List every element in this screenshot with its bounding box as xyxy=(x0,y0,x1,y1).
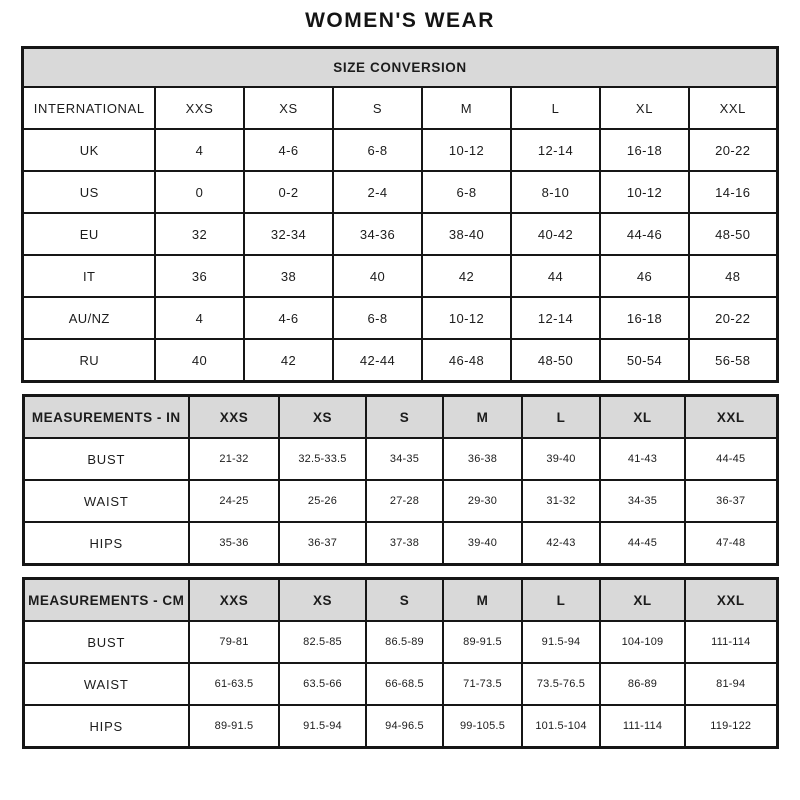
table-cell: 31-32 xyxy=(522,480,600,522)
table-cell: 6-8 xyxy=(422,171,511,213)
table-cell: 24-25 xyxy=(189,480,279,522)
column-header: L xyxy=(511,87,600,129)
table-row-it xyxy=(23,255,777,297)
table-cell: 63.5-66 xyxy=(279,663,366,705)
table-row-us xyxy=(23,171,777,213)
table-cell: 99-105.5 xyxy=(443,705,522,748)
table-cell: 25-26 xyxy=(279,480,366,522)
table-cell: 81-94 xyxy=(685,663,777,705)
table-cell: 42 xyxy=(244,339,333,382)
table-cell: 111-114 xyxy=(600,705,685,748)
column-header: S xyxy=(366,396,443,439)
table-cell: 86.5-89 xyxy=(366,621,443,663)
table-cell: 32 xyxy=(155,213,244,255)
table-cell: 36-37 xyxy=(279,522,366,565)
table-cell: 89-91.5 xyxy=(443,621,522,663)
table-cell: 111-114 xyxy=(685,621,777,663)
table-cell: 46 xyxy=(600,255,689,297)
row-label: HIPS xyxy=(23,522,189,565)
table-cell: 44-45 xyxy=(685,438,777,480)
table-cell: 35-36 xyxy=(189,522,279,565)
column-header: XL xyxy=(600,579,685,622)
table-cell: 44-46 xyxy=(600,213,689,255)
table-row-eu xyxy=(23,213,777,255)
table-cell: 6-8 xyxy=(333,297,422,339)
page-title: WOMEN'S WEAR xyxy=(305,9,495,32)
table-cell: 38 xyxy=(244,255,333,297)
table-cell: 16-18 xyxy=(600,297,689,339)
column-header-row xyxy=(23,87,777,129)
table-cell: 12-14 xyxy=(511,297,600,339)
row-label: RU xyxy=(23,339,155,382)
table-cell: 20-22 xyxy=(689,129,777,171)
row-label: WAIST xyxy=(23,480,189,522)
size-conversion-table xyxy=(21,46,778,383)
column-header: XL xyxy=(600,396,685,439)
table-row-aunz xyxy=(23,297,777,339)
table-cell: 4-6 xyxy=(244,129,333,171)
table-cell: 91.5-94 xyxy=(279,705,366,748)
table-cell: 40-42 xyxy=(511,213,600,255)
table-cell: 39-40 xyxy=(443,522,522,565)
table-row-ru xyxy=(23,339,777,382)
row-label: EU xyxy=(23,213,155,255)
table-cell: 34-36 xyxy=(333,213,422,255)
row-label: US xyxy=(23,171,155,213)
row-label: IT xyxy=(23,255,155,297)
table-cell: 0 xyxy=(155,171,244,213)
table-cell: 56-58 xyxy=(689,339,777,382)
size-conversion-title: SIZE CONVERSION xyxy=(23,48,777,88)
table-cell: 82.5-85 xyxy=(279,621,366,663)
column-header: M xyxy=(443,396,522,439)
table-cell: 38-40 xyxy=(422,213,511,255)
table-cell: 12-14 xyxy=(511,129,600,171)
column-header: INTERNATIONAL xyxy=(23,87,155,129)
table-cell: 37-38 xyxy=(366,522,443,565)
column-header: S xyxy=(366,579,443,622)
column-header: XL xyxy=(600,87,689,129)
column-header: XXS xyxy=(189,579,279,622)
table-cell: 119-122 xyxy=(685,705,777,748)
table-row-uk xyxy=(23,129,777,171)
row-label: WAIST xyxy=(23,663,189,705)
table-cell: 66-68.5 xyxy=(366,663,443,705)
table-cell: 48 xyxy=(689,255,777,297)
column-header: XXL xyxy=(689,87,777,129)
table-cell: 71-73.5 xyxy=(443,663,522,705)
table-cell: 2-4 xyxy=(333,171,422,213)
table-cell: 86-89 xyxy=(600,663,685,705)
table-cell: 94-96.5 xyxy=(366,705,443,748)
table-cell: 20-22 xyxy=(689,297,777,339)
table-cell: 36-38 xyxy=(443,438,522,480)
row-label: BUST xyxy=(23,438,189,480)
column-header: M xyxy=(422,87,511,129)
table-cell: 0-2 xyxy=(244,171,333,213)
table-cell: 4 xyxy=(155,129,244,171)
table-cell: 36-37 xyxy=(685,480,777,522)
row-label: AU/NZ xyxy=(23,297,155,339)
table-cell: 101.5-104 xyxy=(522,705,600,748)
table-cell: 4 xyxy=(155,297,244,339)
table-cell: 40 xyxy=(155,339,244,382)
column-header: XXL xyxy=(685,579,777,622)
table-cell: 34-35 xyxy=(600,480,685,522)
table-cell: 48-50 xyxy=(511,339,600,382)
table-cell: 32.5-33.5 xyxy=(279,438,366,480)
table-row-hips-in xyxy=(23,522,777,565)
table-cell: 36 xyxy=(155,255,244,297)
column-header: XXS xyxy=(189,396,279,439)
column-header: L xyxy=(522,396,600,439)
column-header: XS xyxy=(279,579,366,622)
table-cell: 8-10 xyxy=(511,171,600,213)
column-header: XS xyxy=(244,87,333,129)
table-cell: 34-35 xyxy=(366,438,443,480)
table-cell: 73.5-76.5 xyxy=(522,663,600,705)
table-cell: 4-6 xyxy=(244,297,333,339)
column-header: XXS xyxy=(155,87,244,129)
column-header: XS xyxy=(279,396,366,439)
table-row-bust-cm xyxy=(23,621,777,663)
table-cell: 48-50 xyxy=(689,213,777,255)
table-cell: 29-30 xyxy=(443,480,522,522)
column-header: XXL xyxy=(685,396,777,439)
table-cell: 14-16 xyxy=(689,171,777,213)
table-row-waist-cm xyxy=(23,663,777,705)
table-cell: 10-12 xyxy=(422,297,511,339)
table-cell: 32-34 xyxy=(244,213,333,255)
table-cell: 104-109 xyxy=(600,621,685,663)
table-cell: 91.5-94 xyxy=(522,621,600,663)
measurements-in-table xyxy=(22,394,779,566)
table-cell: 6-8 xyxy=(333,129,422,171)
table-title-row xyxy=(23,48,777,88)
table-cell: 40 xyxy=(333,255,422,297)
row-label: BUST xyxy=(23,621,189,663)
column-header: S xyxy=(333,87,422,129)
table-row-waist-in xyxy=(23,480,777,522)
table-cell: 42-44 xyxy=(333,339,422,382)
table-cell: 89-91.5 xyxy=(189,705,279,748)
measurements-cm-title: MEASUREMENTS - CM xyxy=(23,579,189,622)
measurements-in-title: MEASUREMENTS - IN xyxy=(23,396,189,439)
table-cell: 10-12 xyxy=(422,129,511,171)
table-cell: 10-12 xyxy=(600,171,689,213)
table-cell: 42-43 xyxy=(522,522,600,565)
table-cell: 47-48 xyxy=(685,522,777,565)
table-cell: 50-54 xyxy=(600,339,689,382)
row-label: UK xyxy=(23,129,155,171)
measurements-cm-table xyxy=(22,577,779,749)
column-header: M xyxy=(443,579,522,622)
column-header-row xyxy=(23,396,777,439)
table-cell: 21-32 xyxy=(189,438,279,480)
table-cell: 44-45 xyxy=(600,522,685,565)
table-row-hips-cm xyxy=(23,705,777,748)
column-header: L xyxy=(522,579,600,622)
table-cell: 61-63.5 xyxy=(189,663,279,705)
table-cell: 44 xyxy=(511,255,600,297)
table-row-bust-in xyxy=(23,438,777,480)
table-cell: 16-18 xyxy=(600,129,689,171)
table-cell: 41-43 xyxy=(600,438,685,480)
table-cell: 46-48 xyxy=(422,339,511,382)
column-header-row xyxy=(23,579,777,622)
table-cell: 39-40 xyxy=(522,438,600,480)
row-label: HIPS xyxy=(23,705,189,748)
table-cell: 42 xyxy=(422,255,511,297)
table-cell: 79-81 xyxy=(189,621,279,663)
table-cell: 27-28 xyxy=(366,480,443,522)
